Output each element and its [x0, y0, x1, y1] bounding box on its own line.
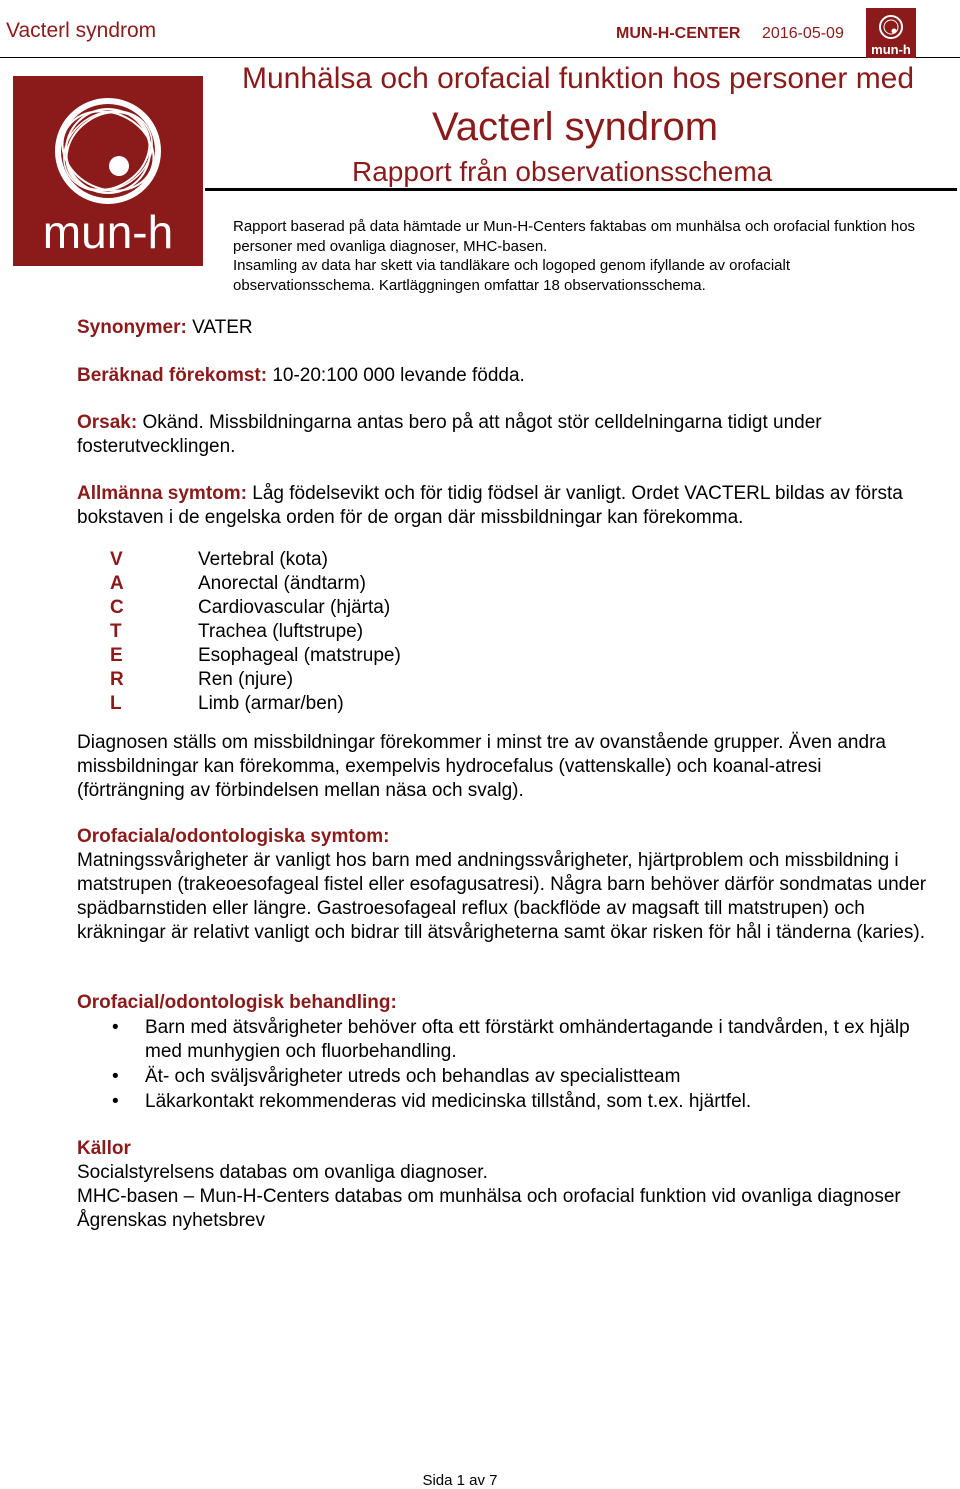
- logo-swirl-icon: [13, 76, 203, 266]
- diagnosis-paragraph: Diagnosen ställs om missbildningar förekommer i minst tre av ovanstående grupper. Även andra missbildningar kan förekomma, exempelvis hydrocefalus (vattenskalle) och koanal-atresi (förträngning av förbindelsen mellan näsa och svalg).: [77, 732, 886, 801]
- vacterl-text: Vertebral (kota): [198, 549, 328, 570]
- general-symptoms: [77, 482, 927, 530]
- vacterl-text: Esophageal (matstrupe): [198, 645, 401, 666]
- source-item: Ågrenskas nyhetsbrev: [77, 1210, 265, 1231]
- treatment-heading: Orofacial/odontologisk behandling:: [77, 992, 397, 1013]
- vacterl-letter: R: [110, 669, 124, 690]
- intro-paragraph-1: Rapport baserad på data hämtade ur Mun-H-Centers faktabas om munhälsa och orofacial funktion hos personer med ovanliga diagnoser, MHC-basen.: [233, 218, 916, 255]
- vacterl-row: [110, 692, 401, 716]
- bullet-icon: •: [112, 1091, 119, 1112]
- cause: [77, 411, 927, 459]
- vacterl-row: [110, 620, 401, 644]
- prevalence-label: Beräknad förekomst:: [77, 365, 268, 386]
- intro-paragraph-2: Insamling av data har skett via tandläkare och logoped genom ifyllande av orofacialt observationsschema. Kartläggningen omfattar 18 observationsschema.: [233, 257, 790, 294]
- vacterl-letter: T: [110, 621, 122, 642]
- cause-value: Okänd. Missbildningarna antas bero på att något stör celldelningarna tidigt under fosterutvecklingen.: [77, 412, 822, 457]
- vacterl-text: Anorectal (ändtarm): [198, 573, 366, 594]
- vacterl-letter: L: [110, 693, 122, 714]
- title-rule: [205, 188, 957, 191]
- vacterl-row: [110, 548, 401, 572]
- vacterl-text: Limb (armar/ben): [198, 693, 344, 714]
- oral-symptoms-heading: Orofaciala/odontologiska symtom:: [77, 826, 390, 847]
- main-logo-text: mun-h: [42, 206, 174, 258]
- intro-text: [233, 217, 933, 295]
- treatment-list: [112, 1016, 932, 1115]
- vacterl-text: Ren (njure): [198, 669, 294, 690]
- page-number: Sida 1 av 7: [422, 1472, 498, 1489]
- source-item: MHC-basen – Mun-H-Centers databas om munhälsa och orofacial funktion vid ovanliga diagnoser: [77, 1186, 901, 1207]
- vacterl-letter: V: [110, 549, 123, 570]
- list-item: • Ät- och sväljsvårigheter utreds och behandlas av specialistteam: [112, 1066, 681, 1087]
- vacterl-letter: C: [110, 597, 124, 618]
- synonyms-value: VATER: [186, 317, 253, 338]
- general-symptoms-label: Allmänna symtom:: [77, 483, 247, 504]
- prevalence: [77, 364, 927, 388]
- source-item: Socialstyrelsens databas om ovanliga diagnoser.: [77, 1162, 488, 1183]
- header-divider: [0, 57, 960, 58]
- main-logo: [13, 76, 203, 266]
- sources-section: [77, 1137, 927, 1233]
- list-item: • Läkarkontakt rekommenderas vid medicinska tillstånd, som t.ex. hjärtfel.: [112, 1091, 752, 1112]
- vacterl-text: Trachea (luftstrupe): [198, 621, 364, 642]
- cause-label: Orsak:: [77, 412, 138, 433]
- vacterl-row: [110, 572, 401, 596]
- logo-circle-icon: [866, 8, 916, 58]
- vacterl-list: [110, 548, 401, 716]
- synonyms: [77, 316, 927, 340]
- page-footer: [0, 1472, 960, 1489]
- vacterl-letter: E: [110, 645, 123, 666]
- title-line-2: Vacterl syndrom: [432, 105, 719, 149]
- title-line-3: Rapport från observationsschema: [352, 156, 773, 187]
- vacterl-row: [110, 668, 401, 692]
- small-logo-text: mun-h: [871, 42, 911, 57]
- vacterl-text: Cardiovascular (hjärta): [198, 597, 391, 618]
- title-line-1: Munhälsa och orofacial funktion hos personer med: [242, 62, 915, 95]
- vacterl-letter: A: [110, 573, 124, 594]
- vacterl-row: [110, 596, 401, 620]
- header-title: Vacterl syndrom: [6, 19, 157, 42]
- general-symptoms-value: Låg födelsevikt och för tidig födsel är vanligt. Ordet VACTERL bildas av första bokstaven i de engelska orden för de organ där missbildningar kan förekomma.: [77, 483, 903, 528]
- bullet-icon: •: [112, 1066, 119, 1087]
- vacterl-row: [110, 644, 401, 668]
- synonyms-label: Synonymer:: [77, 317, 187, 338]
- small-logo: [866, 8, 916, 58]
- header-date: 2016-05-09: [762, 25, 844, 42]
- oral-symptoms-text: Matningssvårigheter är vanligt hos barn med andningssvårigheter, hjärtproblem och missbildning i matstrupen (trakeoesofageal fistel eller esofagusatresi). Några barn behöver därför sondmatas under spädbarnstiden eller längre. Gastroesofageal reflux (backflöde av magsaft till matstrupen) och kräkningar är relativt vanligt och bidrar till ätsvårigheterna samt ökar risken för hål i tänderna (karies).: [77, 850, 927, 943]
- bullet-icon: •: [112, 1017, 119, 1038]
- sources-heading: Källor: [77, 1138, 131, 1159]
- header-center-name: MUN-H-CENTER: [616, 25, 741, 42]
- prevalence-value: 10-20:100 000 levande födda.: [267, 365, 525, 386]
- list-item: • Barn med ätsvårigheter behöver ofta ett förstärkt omhändertagande i tandvården, t ex hjälp med munhygien och fluorbehandling.: [112, 1017, 910, 1062]
